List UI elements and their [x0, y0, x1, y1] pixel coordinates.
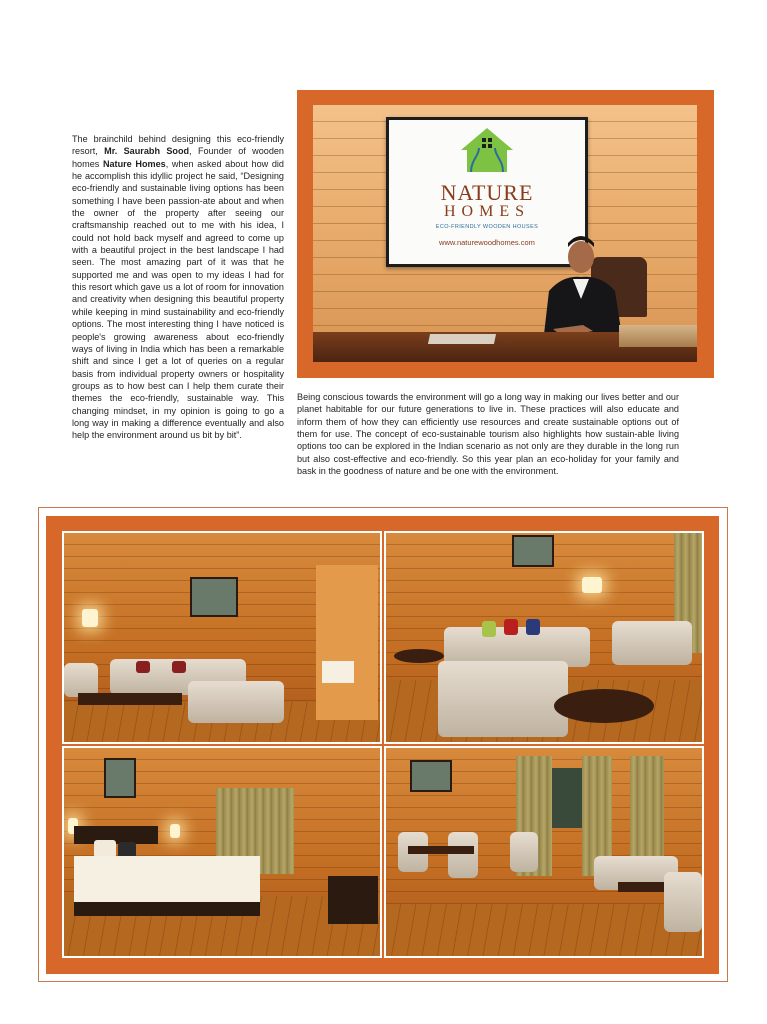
wall-painting	[410, 760, 452, 792]
cushion	[504, 619, 518, 635]
room-gallery	[46, 516, 719, 974]
founder-photo-frame	[297, 90, 714, 378]
article-right-column: Being conscious towards the environment will go a long way in making our lives better and our planet habitable for our future generations to live in. These practices will also educate and inform them of how they can efficiently use resources and create sustainable options out of them for use. The concept of eco-sustainable tourism also highlights how sustain-able living options too can be explored in the Indian scenario as not only are they durable in the long run but also cost-effective and eco-friendly. So this year plan an eco-holiday for your family and bask in the goodness of nature and be one with the environment.	[297, 392, 679, 477]
coffee-table	[618, 882, 664, 892]
sign-website: www.naturewoodhomes.com	[439, 238, 535, 247]
living-room-photo	[62, 531, 382, 744]
side-table	[394, 649, 444, 663]
cushion	[526, 619, 540, 635]
floor-lamp	[582, 577, 602, 593]
bedside-lamp	[170, 824, 180, 838]
window	[552, 768, 582, 828]
lounge-photo	[384, 531, 704, 744]
founder-photo	[313, 105, 697, 362]
founder-name: Mr. Saurabh Sood	[104, 146, 190, 157]
sign-tagline: ECO-FRIENDLY WOODEN HOUSES	[435, 224, 539, 230]
armchair	[438, 661, 568, 737]
coffee-table	[78, 693, 182, 705]
sign-brand-line1: NATURE	[440, 180, 534, 205]
wall-painting	[104, 758, 136, 798]
floor	[386, 904, 702, 956]
bed	[74, 856, 260, 902]
dining-chair	[510, 832, 538, 872]
sign-brand-line2: HOMES	[443, 203, 530, 220]
bed	[322, 661, 354, 683]
wall-painting	[190, 577, 238, 617]
desk-magazines	[619, 325, 697, 347]
quote-text: , when asked about how did he accomplish this idyllic project he said, “Designing eco-friendly and sustainable living options has been something I have been passion-ate about and when the owner of the property after seeing our craftsmanship reached out to me with his idea, I could not hold back myself and agreed to come up with a beautiful project in the best landscape I had seen. The most amazing part of it was that he supported me and was open to my ideas I had for this resort which gave us a lot of room for innovation and creativity when designing this beautiful property while keeping in mind sustainability and eco-friendly options. The most interesting thing I have noticed is people's growing awareness about eco-friendly ways of living in India which has been a remarkable shift and since I get a lot of queries on a regular basis from individual property owners or hospitality groups as to how best can I help them curate their themes the eco-friendly, sustainable way. This changing mindset, in my opinion is going to go a long way in making a difference eventually and also help the environment around us bit by bit”.	[72, 158, 284, 441]
wall-lamp	[82, 609, 98, 627]
cushion	[136, 661, 150, 673]
dining-room-photo	[384, 746, 704, 958]
intro-text: The brainchild behind designing this eco-friendly resort,	[72, 134, 284, 157]
headboard	[74, 826, 158, 844]
company-name: Nature Homes	[102, 158, 166, 169]
article-left-column	[72, 133, 284, 442]
bed-frame	[74, 902, 260, 916]
armchair	[64, 663, 98, 697]
armchair	[188, 681, 284, 723]
doorway	[316, 565, 378, 720]
armchair	[612, 621, 692, 665]
house-logo-icon	[457, 126, 517, 176]
coffee-table	[554, 689, 654, 723]
cushion	[482, 621, 496, 637]
wall-painting	[512, 535, 554, 567]
desk-book	[428, 334, 496, 344]
intro-text-2: , Founder of wooden homes	[72, 146, 284, 169]
bench	[328, 876, 378, 924]
dining-chair	[448, 832, 478, 878]
armchair	[664, 872, 702, 932]
dining-table	[408, 846, 474, 854]
cushion	[172, 661, 186, 673]
bedroom-photo	[62, 746, 382, 958]
